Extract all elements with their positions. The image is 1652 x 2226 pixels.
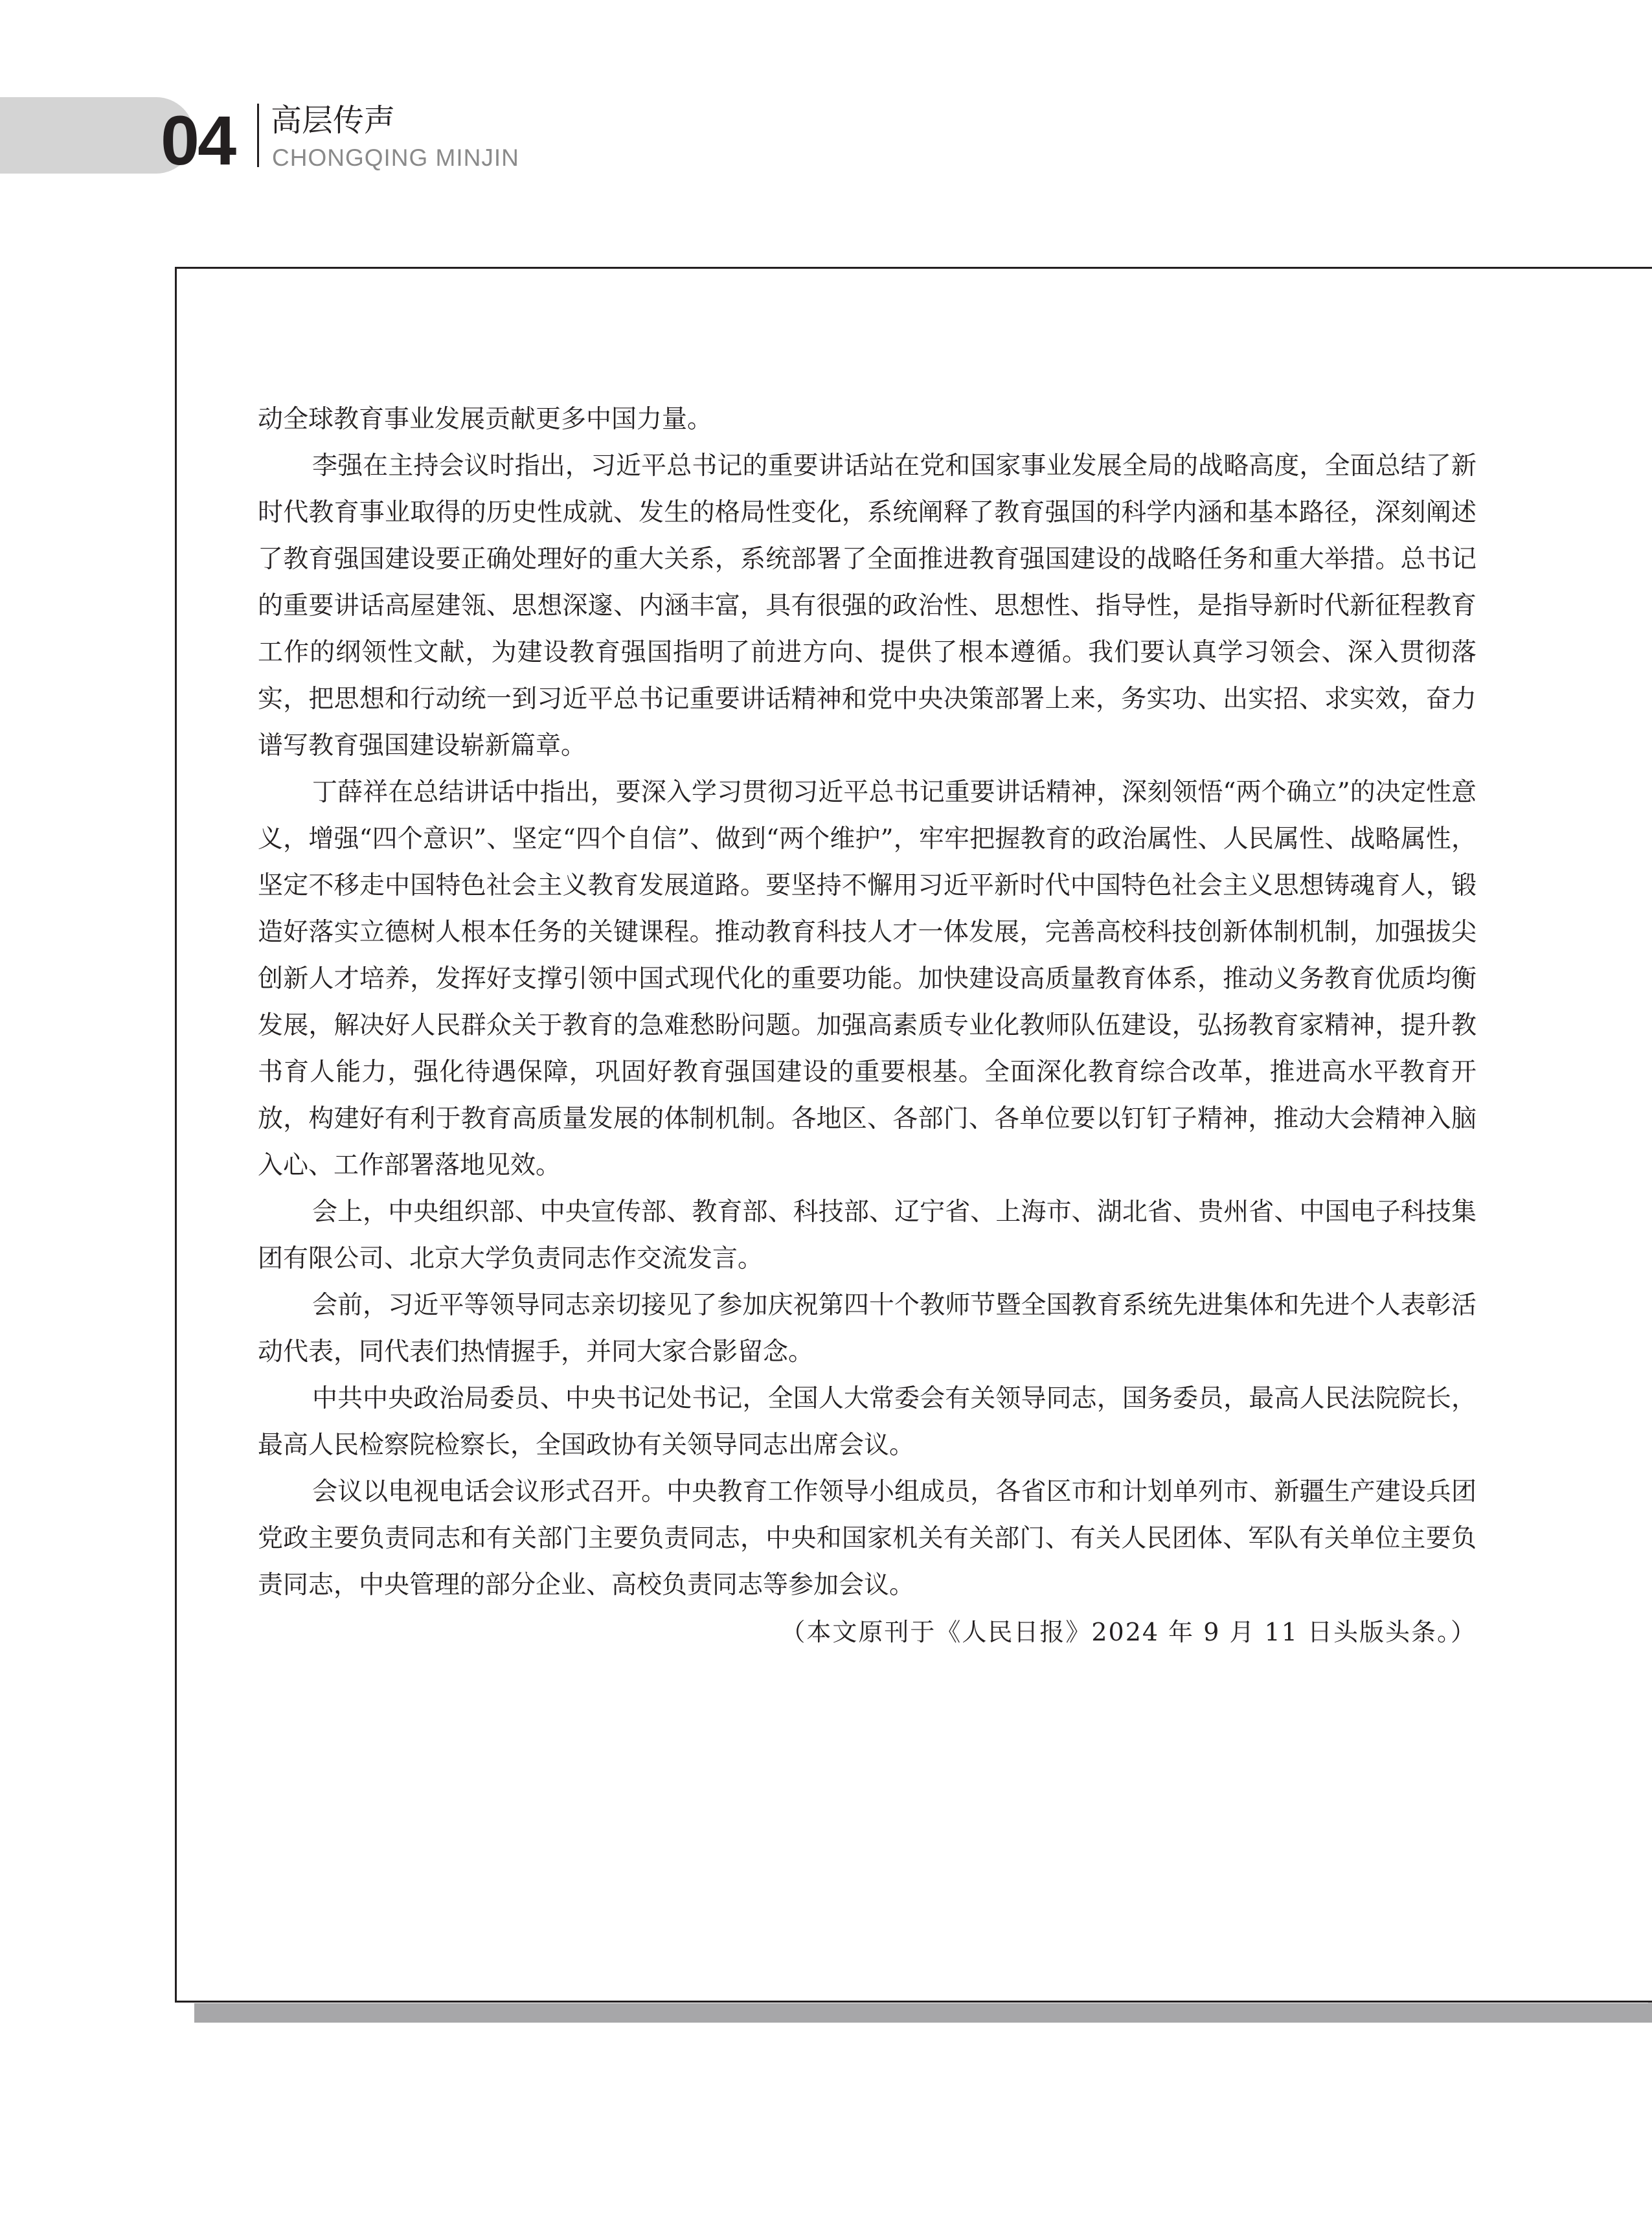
article-paragraph: 会前，习近平等领导同志亲切接见了参加庆祝第四十个教师节暨全国教育系统先进集体和先进个人表彰活动代表，同代表们热情握手，并同大家合影留念。: [258, 1291, 1477, 1367]
article-paragraph: 会议以电视电话会议形式召开。中央教育工作领导小组成员，各省区市和计划单列市、新疆生产建设兵团党政主要负责同志和有关部门主要负责同志，中央和国家机关有关部门、有关人民团体、军队有关单位主要负责同志，中央管理的部分企业、高校负责同志等参加会议。: [258, 1477, 1477, 1600]
header-divider: [257, 104, 259, 167]
page-number: 04: [161, 101, 235, 179]
article-paragraph: 会上，中央组织部、中央宣传部、教育部、科技部、辽宁省、上海市、湖北省、贵州省、中国电子科技集团有限公司、北京大学负责同志作交流发言。: [258, 1198, 1477, 1273]
article-paragraph: 动全球教育事业发展贡献更多中国力量。: [258, 405, 713, 434]
article-paragraph: 中共中央政治局委员、中央书记处书记，全国人大常委会有关领导同志，国务委员，最高人民法院院长，最高人民检察院检察长，全国政协有关领导同志出席会议。: [258, 1384, 1477, 1460]
article-paragraph: 丁薛祥在总结讲话中指出，要深入学习贯彻习近平总书记重要讲话精神，深刻领悟“两个确立”的决定性意义，增强“四个意识”、坚定“四个自信”、做到“两个维护”，牢牢把握教育的政治属性、人民属性、战略属性，坚定不移走中国特色社会主义教育发展道路。要坚持不懈用习近平新时代中国特色社会主义思想铸魂育人，锻造好落实立德树人根本任务的关键课程。推动教育科技人才一体发展，完善高校科技创新体制机制，加强拔尖创新人才培养，发挥好支撑引领中国式现代化的重要功能。加快建设高质量教育体系，推动义务教育优质均衡发展，解决好人民群众关于教育的急难愁盼问题。加强高素质专业化教师队伍建设，弘扬教育家精神，提升教书育人能力，强化待遇保障，巩固好教育强国建设的重要根基。全面深化教育综合改革，推进高水平教育开放，构建好有利于教育高质量发展的体制机制。各地区、各部门、各单位要以钉钉子精神，推动大会精神入脑入心、工作部署落地见效。: [258, 778, 1477, 1180]
section-title: 高层传声: [271, 102, 396, 139]
frame-shadow-bottom: [194, 2003, 1652, 2023]
article-paragraph: 李强在主持会议时指出，习近平总书记的重要讲话站在党和国家事业发展全局的战略高度，全面总结了新时代教育事业取得的历史性成就、发生的格局性变化，系统阐释了教育强国的科学内涵和基本路径，深刻阐述了教育强国建设要正确处理好的重大关系，系统部署了全面推进教育强国建设的战略任务和重大举措。总书记的重要讲话高屋建瓴、思想深邃、内涵丰富，具有很强的政治性、思想性、指导性，是指导新时代新征程教育工作的纲领性文献，为建设教育强国指明了前进方向、提供了根本遵循。我们要认真学习领会、深入贯彻落实，把思想和行动统一到习近平总书记重要讲话精神和党中央决策部署上来，务实功、出实招、求实效，奋力谱写教育强国建设崭新篇章。: [258, 451, 1477, 760]
section-subtitle: CHONGQING MINJIN: [272, 144, 519, 171]
article-body: [258, 396, 1477, 1655]
source-note: （本文原刊于《人民日报》2024 年 9 月 11 日头版头条。）: [780, 1618, 1477, 1646]
